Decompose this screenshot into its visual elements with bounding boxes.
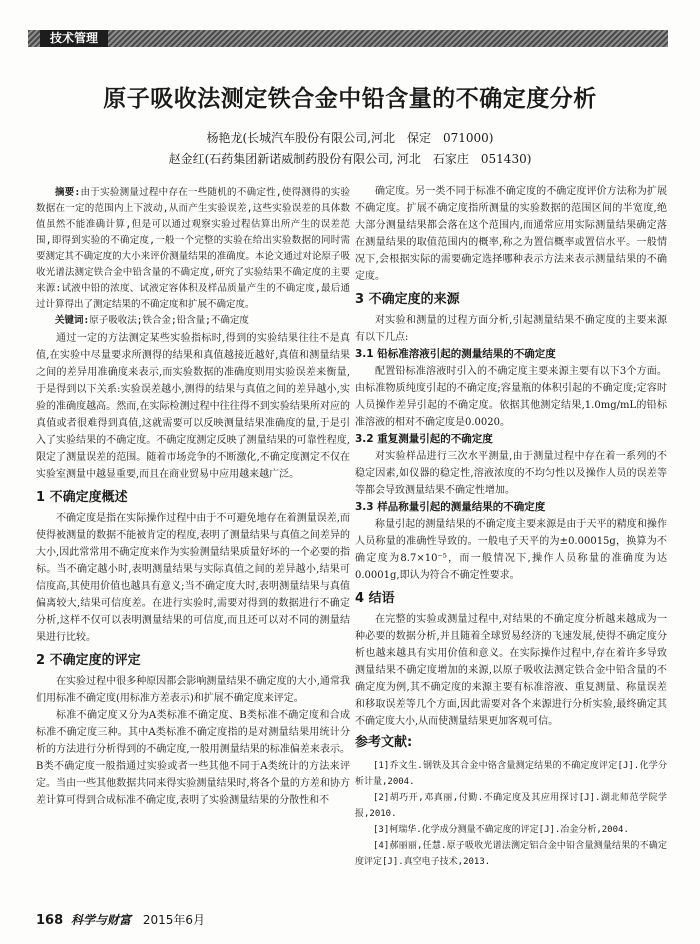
right-column (355, 183, 667, 870)
keywords-label: 关键词: (55, 315, 90, 326)
author-line: 赵金红(石药集团新诺威制药股份有限公司, 河北 石家庄 051430) (168, 152, 532, 166)
reference-item: [2]胡巧开,邓真丽,付勤.不确定度及其应用探讨[J].湖北师范学院学报,2010. (355, 793, 667, 819)
subsection-heading: 3.1 铅标准溶液引起的测量结果的不确定度 (355, 348, 556, 360)
section-tag: 技术管理 (40, 30, 108, 47)
reference-item: [4]郝丽丽,任慧.原子吸收光谱法测定铝合金中铅含量测量结果的不确定度评定[J].真空电子技术,2013. (355, 841, 667, 867)
keywords (36, 313, 350, 329)
subsection-heading: 3.2 重复测量引起的不确定度 (355, 433, 493, 445)
author-block (0, 128, 700, 170)
body-paragraph: 在实验过程中很多种原因都会影响测量结果不确定度的大小,通常我们用标准不确定度(用标准方差表示)和扩展不确定度来评定。 (36, 676, 350, 704)
header-band (28, 30, 668, 47)
body-paragraph: 标准不确定度又分为A类标准不确定度、B类标准不确定度和合成标准不确定度三种。其中A类标准不确定度指的是对测量结果用统计分析的方法进行分析得到的不确定度,一般用测量结果的标准偏差来表示。B类不确定度一般指通过实验或者一些其他不同于A类统计的方法来评定。当由一些其他数据共同来得实验测量结果时,将各个量的方差和协方差计算可得到合成标准不确定度,表明了实验测量结果的分散性和不 (36, 710, 350, 806)
body-paragraph: 不确定度是指在实际操作过程中由于不可避免地存在着测量误差,而使得被测量的数据不能被肯定的程度,表明了测量结果与真值之间差异的大小,因此常常用不确定度来作为实验测量结果质量好坏的一个必要的指标。当不确定越小时,表明测量结果与实际真值之间的差异越小,结果可信度高,其使用价值也越具有意义;当不确定度大时,表明测量结果与真值偏离较大,结果可信度差。在进行实验时,需要对得到的数据进行不确定分析,这样不仅可以表明测量结果的可信度,而且还可以对不同的测量结果进行比较。 (36, 513, 350, 643)
page-footer (36, 911, 205, 928)
left-column (36, 185, 350, 809)
references-heading: 参考文献: (355, 735, 413, 750)
abstract (36, 185, 350, 313)
section-heading: 3 不确定度的来源 (355, 292, 460, 307)
keywords-text: 原子吸收法;铁合金;铅含量;不确定度 (89, 315, 249, 326)
subsection-heading: 3.3 样品称量引起的测量结果的不确定度 (355, 501, 546, 513)
author-line: 杨艳龙(长城汽车股份有限公司,河北 保定 071000) (206, 131, 494, 145)
body-paragraph: 配置铅标准溶液时引入的不确定度主要来源主要有以下3个方面。由标准物质纯度引起的不确定度;容量瓶的体积引起的不确定度;定容时人员操作差异引起的不确定度。依据其他测定结果,1.0mg/mL的铅标准溶液的相对不确定度是0.0020。 (355, 366, 667, 428)
body-paragraph: 确定度。另一类不同于标准不确定度的不确定度评价方法称为扩展不确定度。扩展不确定度指所测量的实验数据的范围区间的半宽度,绝大部分测量结果都会落在这个范围内,而通常应用实际测量结果确定落在测量结果的取值范围内的概率,称之为置信概率或置信水平。一般情况下,会根据实际的需要确定选择哪种表示方法来表示测量结果的不确定度。 (355, 186, 667, 282)
abstract-text: 由于实验测量过程中存在一些随机的不确定性,使得测得的实验数据在一定的范围内上下波动,从而产生实验误差,这些实验误差的具体数值虽然不能准确计算,但是可以通过观察实验过程估算出所产生的误差范围,即得到实验的不确定度,一般一个完整的实验在给出实验数据的同时需要测定其不确定度的大小来评价测量结果的准确度。本论文通过对论原子吸收光谱法测定铁合金中铅含量的不确定度,研究了实验结果不确定度的主要来源:试液中铅的浓度、试液定容体积及样品质量产生的不确定度,最后通过计算得出了测定结果的不确定度和扩展不确定度。 (36, 187, 350, 310)
abstract-label: 摘要: (55, 187, 81, 198)
section-heading: 2 不确定度的评定 (36, 653, 141, 668)
intro-paragraph: 通过一定的方法测定某些实验指标时,得到的实验结果往往不是真值,在实验中尽量要求所测得的结果和真值越接近越好,真值和测量结果之间的差异用准确度来表示,而实验数据的准确度则用实验误差来衡量,于是得到以下关系:实验误差越小,测得的结果与真值之间的差异越小,实验的准确度越高。然而,在实际检测过程中往往得不到实验结果所对应的真值或者很难得到真值,这就需要可以反映测量结果准确度的量,于是引入了实验结果的不确定度。不确定度测定反映了测量结果的可靠性程度,限定了测量误差的范围。随着市场竞争的不断激化,不确定度测定不仅在实验室测量中越显重要,而且在商业贸易中应用越来越广泛。 (36, 333, 350, 480)
body-paragraph: 对实验和测量的过程方面分析,引起测量结果不确定度的主要来源有以下几点: (355, 315, 667, 343)
page-number: 168 (36, 913, 64, 928)
reference-item: [3]柯瑞华.化学成分测量不确定度的评定[J].冶金分析,2004. (373, 825, 629, 835)
issue-date: 2015年6月 (142, 913, 205, 927)
section-heading: 1 不确定度概述 (36, 490, 128, 505)
journal-name: 科学与财富 (70, 913, 131, 927)
article-title: 原子吸收法测定铁合金中铅含量的不确定度分析 (103, 86, 597, 112)
body-paragraph: 称量引起的测量结果的不确定度主要来源是由于天平的精度和操作人员称量的准确性导致的。一般电子天平的为±0.00015g，换算为不确定度为8.7×10⁻⁵，而一般情况下,操作人员称量的准确度为达0.0001g,即认为符合不确定性要求。 (355, 519, 667, 581)
body-paragraph: 对实验样品进行三次水平测量,由于测量过程中存在着一系列的不稳定因素,如仪器的稳定性,溶液浓度的不均匀性以及操作人员的误差等等都会导致测量结果不确定性增加。 (355, 451, 667, 496)
body-paragraph: 在完整的实验或测量过程中,对结果的不确定度分析越来越成为一种必要的数据分析,并且随着全球贸易经济的飞速发展,使得不确定度分析也越来越具有实用价值和意义。在实际操作过程中,存在着许多导致测量结果不确定度增加的来源,以原子吸收法测定铁合金中铅含量的不确定度为例,其不确定度的来源主要有标准溶液、重复测量、称量误差和移取误差等几个方面,因此需要对各个来源进行分析实验,最终确定其不确定度大小,从而使测量结果更加客观可信。 (355, 614, 667, 727)
reference-item: [1]乔文生.钢铁及其合金中铬含量测定结果的不确定度评定[J].化学分析计量,2004. (355, 761, 667, 787)
section-heading: 4 结语 (355, 591, 395, 606)
